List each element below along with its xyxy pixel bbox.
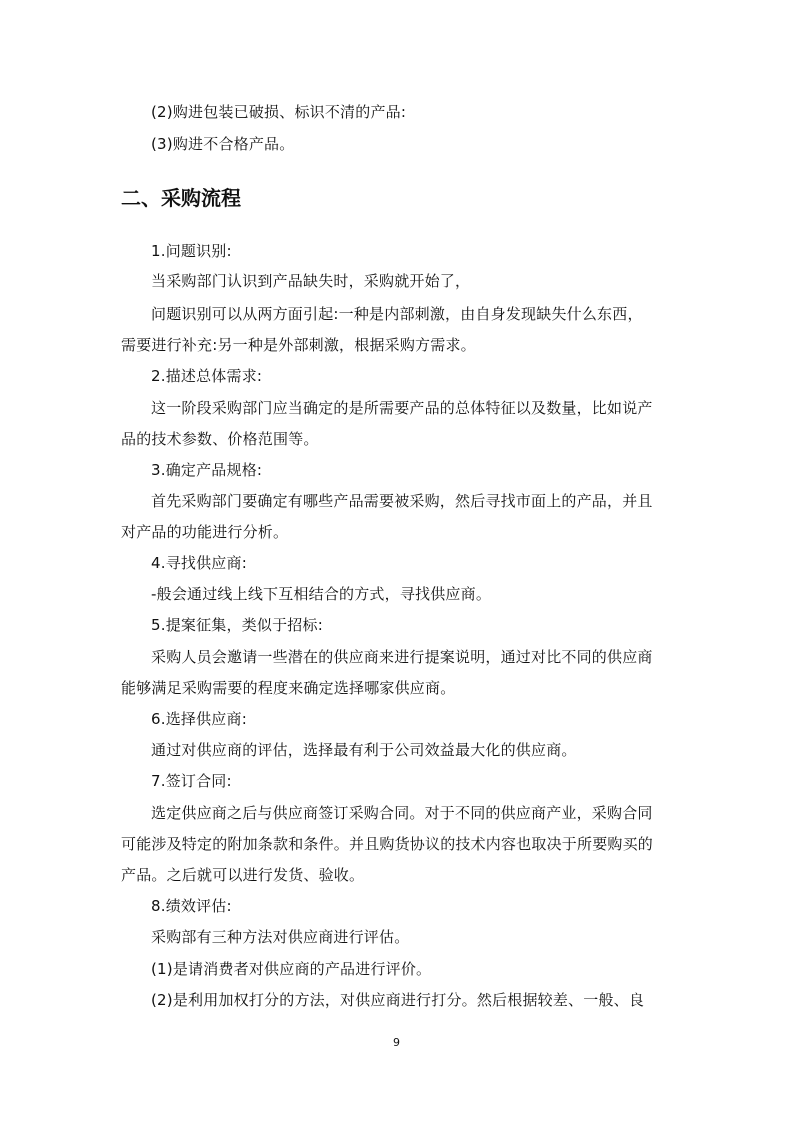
paragraph-line: 采购人员会邀请一些潜在的供应商来进行提案说明，通过对比不同的供应商 — [151, 648, 653, 666]
text-line: (3)购进不合格产品。 — [151, 135, 295, 153]
paragraph-line: 产品。之后就可以进行发货、验收。 — [121, 866, 365, 884]
step-title: 1.问题识别: — [151, 242, 232, 260]
paragraph-line: (2)是利用加权打分的方法，对供应商进行打分。然后根据较差、一般、良 — [151, 991, 645, 1009]
text-line: (2)购进包装已破损、标识不清的产品: — [151, 103, 407, 121]
step-title: 2.描述总体需求: — [151, 367, 263, 385]
step-title: 6.选择供应商: — [151, 710, 247, 728]
page-number: 9 — [393, 1036, 400, 1049]
step-title: 4.寻找供应商: — [151, 554, 247, 572]
paragraph-line: 品的技术参数、价格范围等。 — [121, 430, 319, 448]
paragraph-line: 可能涉及特定的附加条款和条件。并且购货协议的技术内容也取决于所要购买的 — [121, 835, 654, 853]
paragraph-line: (1)是请消费者对供应商的产品进行评价。 — [151, 960, 432, 978]
paragraph-line: 需要进行补充:另一种是外部刺激，根据采购方需求。 — [121, 336, 476, 354]
paragraph-line: 对产品的功能进行分析。 — [121, 523, 289, 541]
section-heading: 二、采购流程 — [121, 186, 241, 210]
step-title: 8.绩效评估: — [151, 897, 232, 915]
step-title: 5.提案征集，类似于招标: — [151, 616, 323, 634]
step-title: 7.签订合同: — [151, 772, 232, 790]
paragraph-line: 这一阶段采购部门应当确定的是所需要产品的总体特征以及数量，比如说产 — [151, 399, 653, 417]
paragraph-line: 选定供应商之后与供应商签订采购合同。对于不同的供应商产业，采购合同 — [151, 804, 653, 822]
paragraph-line: 首先采购部门要确定有哪些产品需要被采购，然后寻找市面上的产品，并且 — [151, 492, 653, 510]
paragraph-line: 当采购部门认识到产品缺失时，采购就开始了， — [151, 272, 471, 290]
paragraph-line: 采购部有三种方法对供应商进行评估。 — [151, 928, 410, 946]
paragraph-line: -般会通过线上线下互相结合的方式，寻找供应商。 — [151, 585, 492, 603]
paragraph-line: 能够满足采购需要的程度来确定选择哪家供应商。 — [121, 679, 456, 697]
paragraph-line: 通过对供应商的评估，选择最有利于公司效益最大化的供应商。 — [151, 741, 577, 759]
step-title: 3.确定产品规格: — [151, 461, 263, 479]
paragraph-line: 问题识别可以从两方面引起:一种是内部刺激，由自身发现缺失什么东西， — [151, 305, 643, 323]
